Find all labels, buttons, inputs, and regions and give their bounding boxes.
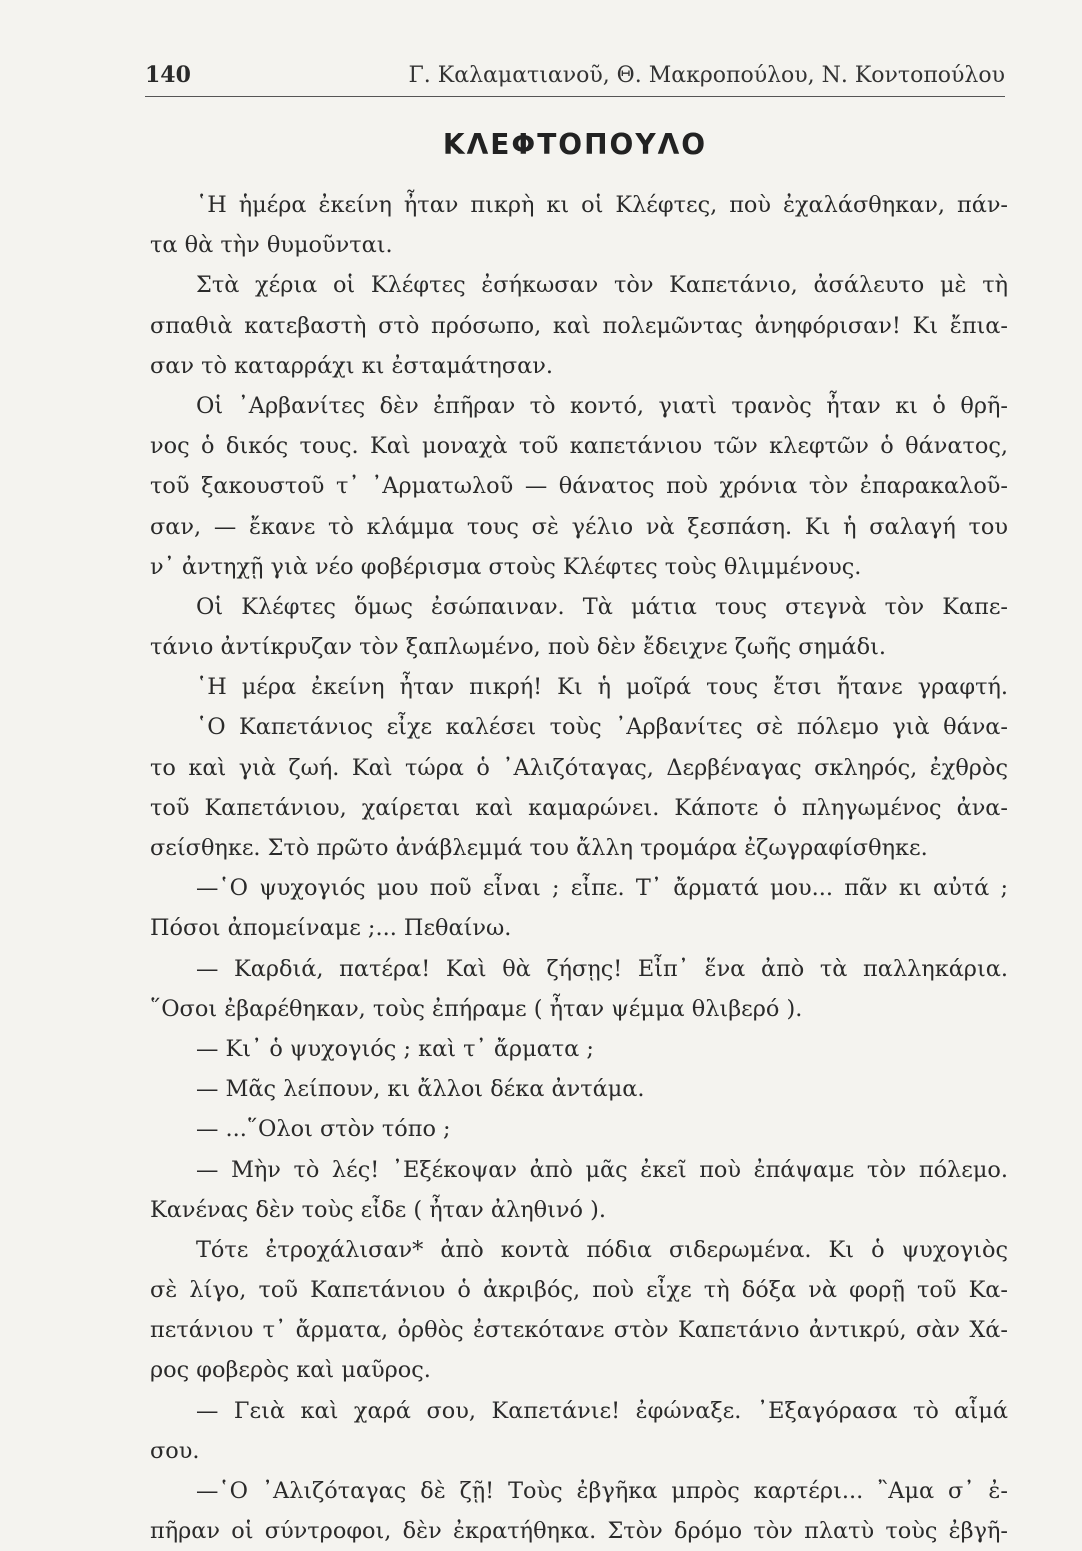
text-line: Οἱ ᾿Αρβανίτες δὲν ἐπῆραν τὸ κοντό, γιατὶ τρανὸς ἦταν κι ὁ θρῆ- [196,392,1008,419]
text-line: σπαθιὰ κατεβαστὴ στὸ πρόσωπο, καὶ πολεμῶντας ἀνηφόρισαν! Κι ἔπια- [150,312,1008,339]
text-line: ῾Η ἡμέρα ἐκείνη ἦταν πικρὴ κι οἱ Κλέφτες, ποὺ ἐχαλάσθηκαν, πάν- [196,192,1008,218]
text-line: τα θὰ τὴν θυμοῦνται. [150,232,393,259]
text-line: πῆραν οἱ σύντροφοι, δὲν ἐκρατήθηκα. Στὸν δρόμο τὸν πλατὺ τοὺς ἐβγῆ- [150,1518,1008,1545]
body-text [150,185,1008,1551]
text-line: ῞Οσοι ἐβαρέθηκαν, τοὺς ἐπήραμε ( ἦταν ψέμμα θλιβερό ). [150,995,803,1022]
text-line: σὲ λίγο, τοῦ Καπετάνιου ὁ ἀκριβός, ποὺ εἶχε τὴ δόξα νὰ φορῇ τοῦ Κα- [150,1277,1008,1304]
text-line: σαν, — ἔκανε τὸ κλάμμα τους σὲ γέλιο νὰ ξεσπάση. Κι ἡ σαλαγή του [150,513,1008,540]
text-line: —῾Ο ᾿Αλιζόταγας δὲ ζῇ! Τοὺς ἐβγῆκα μπρὸς καρτέρι... ῍Αμα σ᾿ ἐ- [196,1478,1008,1504]
text-line: τοῦ ξακουστοῦ τ᾿ ᾿Αρματωλοῦ — θάνατος ποὺ χρόνια τὸν ἐπαρακαλοῦ- [150,473,1008,500]
text-line: Τότε ἐτροχάλισαν* ἀπὸ κοντὰ πόδια σιδερωμένα. Κι ὁ ψυχογιὸς [196,1236,1008,1263]
text-line: το καὶ γιὰ ζωή. Καὶ τώρα ὁ ᾿Αλιζόταγας, Δερβέναγας σκληρός, ἐχθρὸς [150,754,1008,781]
page-header [145,62,1005,97]
text-line: τοῦ Καπετάνιου, χαίρεται καὶ καμαρώνει. Κάποτε ὁ πληγωμένος ἀνα- [150,794,1008,821]
text-line: σείσθηκε. Στὸ πρῶτο ἀνάβλεμμά του ἄλλη τρομάρα ἐζωγραφίσθηκε. [150,835,928,861]
text-line: πετάνιου τ᾿ ἄρματα, ὀρθὸς ἐστεκότανε στὸν Καπετάνιο ἀντικρύ, σὰν Χά- [150,1317,1008,1344]
text-line: — ...῞Ολοι στὸν τόπο ; [196,1116,451,1143]
running-head: Γ. Καλαματιανοῦ, Θ. Μακροπούλου, Ν. Κοντοπούλου [408,63,1005,88]
text-line: ῾Η μέρα ἐκείνη ἦταν πικρή! Κι ἡ μοῖρά τους ἔτσι ἤτανε γραφτή. [196,674,1008,701]
text-line: Στὰ χέρια οἱ Κλέφτες ἐσήκωσαν τὸν Καπετάνιο, ἀσάλευτο μὲ τὴ [196,272,1008,299]
text-line: Πόσοι ἀπομείναμε ;... Πεθαίνω. [150,915,512,942]
text-line: — Γειὰ καὶ χαρά σου, Καπετάνιε! ἐφώναξε. ᾿Εξαγόρασα τὸ αἷμά [196,1397,1008,1424]
page-number: 140 [145,62,191,88]
text-line: σου. [150,1437,200,1464]
text-line: ῾Ο Καπετάνιος εἶχε καλέσει τοὺς ᾿Αρβανίτες σὲ πόλεμο γιὰ θάνα- [196,714,1008,741]
text-line: — Μᾶς λείπουν, κι ἄλλοι δέκα ἀντάμα. [196,1076,645,1103]
text-line: — Κι᾿ ὁ ψυχογιός ; καὶ τ᾿ ἄρματα ; [196,1035,594,1062]
text-line: ρος φοβερὸς καὶ μαῦρος. [150,1357,431,1384]
text-line: Κανένας δὲν τοὺς εἶδε ( ἦταν ἀληθινό ). [150,1196,606,1223]
text-line: ν᾿ ἀντηχῇ γιὰ νέο φοβέρισμα στοὺς Κλέφτες τοὺς θλιμμένους. [150,553,862,580]
text-line: — Καρδιά, πατέρα! Καὶ θὰ ζήσῃς! Εἶπ᾿ ἕνα ἀπὸ τὰ παλληκάρια. [196,955,1008,982]
text-line: τάνιο ἀντίκρυζαν τὸν ξαπλωμένο, ποὺ δὲν ἔδειχνε ζωῆς σημάδι. [150,634,886,661]
text-line: — Μὴν τὸ λές! ᾿Εξέκοψαν ἀπὸ μᾶς ἐκεῖ ποὺ ἐπάψαμε τὸν πόλεμο. [196,1156,1008,1183]
text-line: νος ὁ δικός τους. Καὶ μοναχὰ τοῦ καπετάνιου τῶν κλεφτῶν ὁ θάνατος, [150,433,1008,460]
chapter-title: ΚΛΕΦΤΟΠΟΥΛΟ [442,128,708,161]
text-line: Οἱ Κλέφτες ὅμως ἐσώπαιναν. Τὰ μάτια τους στεγνὰ τὸν Καπε- [196,593,1008,620]
text-line: —῾Ο ψυχογιός μου ποῦ εἶναι ; εἶπε. Τ᾿ ἄρματά μου... πᾶν κι αὐτά ; [196,875,1008,902]
text-line: σαν τὸ καταρράχι κι ἐσταμάτησαν. [150,352,553,379]
